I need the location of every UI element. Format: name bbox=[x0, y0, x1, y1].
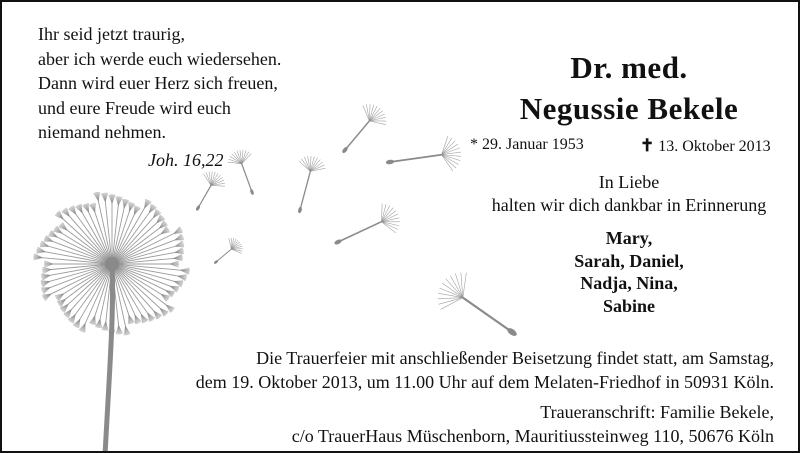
poem-line: aber ich werde euch wiedersehen. bbox=[38, 48, 282, 69]
deceased-title: Dr. med. bbox=[570, 50, 688, 85]
family-line: Nadja, Nina, bbox=[580, 273, 678, 293]
death-date: 13. Oktober 2013 bbox=[658, 138, 771, 155]
birth-date: * 29. Januar 1953 bbox=[470, 136, 584, 153]
poem-line: Dann wird euer Herz sich freuen, bbox=[38, 73, 278, 93]
poem-line: Ihr seid jetzt traurig, bbox=[38, 24, 185, 44]
seed-filament bbox=[64, 264, 112, 318]
cross-icon: ✝ bbox=[640, 136, 655, 155]
ceremony-line: dem 19. Oktober 2013, um 11.00 Uhr auf dem Melaten-Friedhof in 50931 Köln. bbox=[195, 371, 774, 392]
seed-filament bbox=[112, 264, 162, 319]
remembrance-line: halten wir dich dankbar in Erinnerung bbox=[491, 195, 767, 215]
flying-seed bbox=[213, 238, 242, 265]
mourning-address bbox=[292, 401, 774, 448]
poem-line: und eure Freude wird euch bbox=[38, 97, 231, 118]
remembrance-line: In Liebe bbox=[598, 172, 660, 192]
poem bbox=[38, 22, 281, 145]
address-line: Traueranschrift: Familie Bekele, bbox=[540, 402, 774, 422]
seed-filament bbox=[62, 208, 112, 264]
family-line: Sarah, Daniel, bbox=[574, 250, 684, 271]
address-line: c/o TrauerHaus Müschenborn, Mauritiussteinweg 110, 50676 Köln bbox=[291, 425, 774, 446]
flying-seed bbox=[228, 150, 255, 195]
deceased-name: Negussie Bekele bbox=[519, 91, 739, 126]
poem-line: niemand nehmen. bbox=[38, 122, 166, 142]
flying-seed bbox=[195, 172, 225, 212]
flying-seed bbox=[341, 104, 386, 154]
flying-seed bbox=[297, 156, 325, 214]
seed-filament bbox=[112, 209, 161, 264]
funeral-announcement bbox=[196, 347, 774, 394]
flying-seed bbox=[334, 204, 400, 246]
family-line: Mary, bbox=[605, 228, 653, 248]
bible-citation: Joh. 16,22 bbox=[148, 150, 224, 170]
flying-seed bbox=[386, 136, 462, 171]
family-names bbox=[458, 227, 800, 317]
ceremony-line: Die Trauerfeier mit anschließender Beisetzung findet statt, am Samstag, bbox=[256, 348, 774, 368]
death-date-group bbox=[640, 136, 771, 156]
family-line: Sabine bbox=[602, 295, 656, 316]
